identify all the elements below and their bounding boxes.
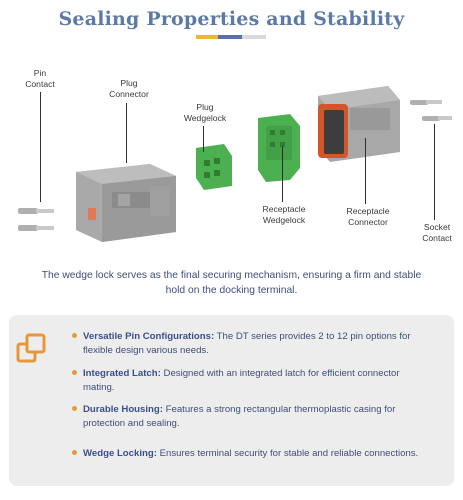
- feature-text: Features a strong rectangular thermoplastic casing for: [162, 404, 396, 415]
- label-plug-wedgelock: Plug Wedgelock: [183, 102, 227, 123]
- feature-name: Durable Housing: [83, 404, 160, 415]
- feature-text-cont: flexible design various needs.: [83, 345, 209, 356]
- leader-receptacle-wedgelock: [282, 146, 283, 202]
- bullet-dot: [72, 450, 77, 455]
- feature-text: Designed with an integrated latch for efficient connector: [160, 368, 400, 379]
- leader-pin-contact: [40, 92, 41, 202]
- leader-plug-wedgelock: [203, 126, 204, 152]
- feature-name: Wedge Locking: [83, 448, 154, 459]
- bullet-dot: [72, 406, 77, 411]
- page-title: Sealing Properties and Stability: [58, 8, 405, 30]
- leader-receptacle-connector: [365, 138, 366, 204]
- pin-contact-image: [18, 208, 54, 231]
- label-socket-contact: Socket Contact: [422, 222, 452, 243]
- leader-socket-contact: [434, 124, 435, 220]
- label-plug-connector: Plug Connector: [109, 78, 149, 99]
- feature-item: Integrated Latch: Designed with an integrated latch for efficient connector mating.: [72, 367, 447, 395]
- label-pin-contact: Pin Contact: [25, 68, 55, 89]
- feature-text: The DT series provides 2 to 12 pin options for: [214, 331, 411, 342]
- feature-text-cont: mating.: [83, 382, 115, 393]
- label-receptacle-connector: Receptacle Connector: [346, 206, 390, 227]
- bullet-dot: [72, 370, 77, 375]
- feature-item: Versatile Pin Configurations: The DT series provides 2 to 12 pin options for flexible design various needs.: [72, 330, 447, 358]
- label-receptacle-wedgelock: Receptacle Wedgelock: [262, 204, 306, 225]
- plug-connector-image: [76, 164, 176, 242]
- feature-text-cont: protection and sealing.: [83, 418, 180, 429]
- feature-item: Durable Housing: Features a strong rectangular thermoplastic casing for protection and sealing.: [72, 403, 447, 431]
- feature-name: Integrated Latch: [83, 368, 158, 379]
- leader-plug-connector: [126, 103, 127, 163]
- bullet-dot: [72, 333, 77, 338]
- feature-name: Versatile Pin Configurations: [83, 331, 211, 342]
- feature-item: Wedge Locking: Ensures terminal security for stable and reliable connections.: [72, 447, 447, 461]
- overlapping-squares-icon: [16, 331, 46, 367]
- feature-text: Ensures terminal security for stable and reliable connections.: [156, 448, 419, 459]
- plug-wedgelock-image: [196, 144, 232, 190]
- description-text: The wedge lock serves as the final securing mechanism, ensuring a firm and stable hold on the docking terminal.: [41, 270, 422, 296]
- socket-contact-image: [410, 100, 452, 121]
- receptacle-wedgelock-image: [258, 114, 300, 182]
- receptacle-connector-image: [318, 86, 400, 162]
